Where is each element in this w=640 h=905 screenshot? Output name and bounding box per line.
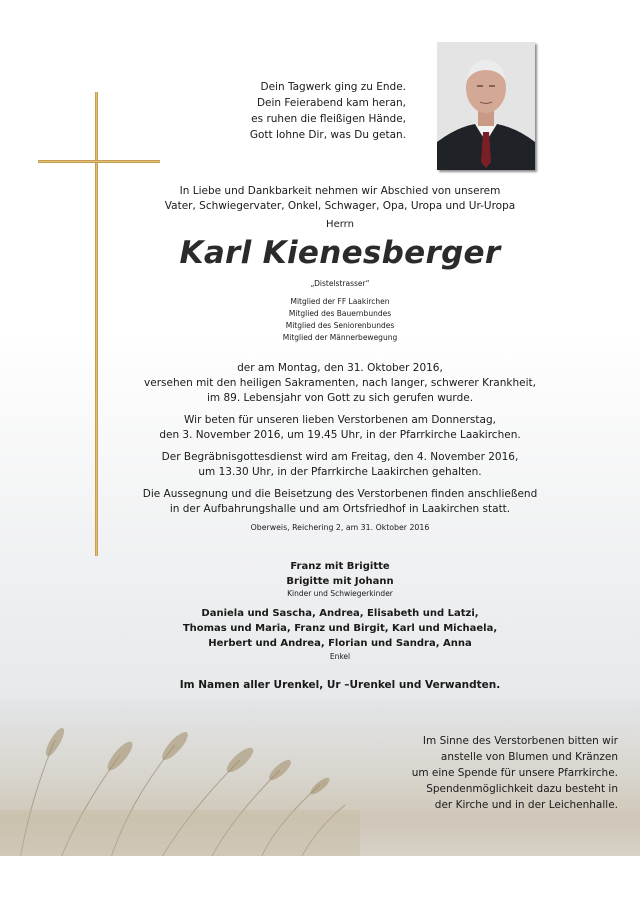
poem-line: Dein Tagwerk ging zu Ende.	[260, 81, 406, 93]
funeral-service-notice	[100, 450, 580, 480]
memorial-poem	[180, 79, 406, 143]
grandchildren-line: Herbert und Andrea, Florian und Sandra, Anna	[208, 638, 472, 649]
intro-line: In Liebe und Dankbarkeit nehmen wir Abschied von unserem	[179, 185, 501, 197]
children-list	[100, 559, 580, 589]
death-notice-line: versehen mit den heiligen Sakramenten, nach langer, schwerer Krankheit,	[144, 377, 536, 389]
death-notice	[100, 361, 580, 406]
nickname: „Distelstrasser“	[310, 279, 370, 288]
donation-line: der Kirche und in der Leichenhalle.	[434, 799, 618, 811]
grandchildren-label: Enkel	[329, 652, 351, 661]
burial-line: in der Aufbahrungshalle und am Ortsfriedhof in Laakirchen statt.	[169, 503, 511, 515]
intro-text	[100, 184, 580, 214]
intro-line: Vater, Schwiegervater, Onkel, Schwager, Opa, Uropa und Ur-Uropa	[164, 200, 516, 212]
membership-item: Mitglied der Männerbewegung	[282, 333, 398, 342]
donation-line: anstelle von Blumen und Kränzen	[440, 751, 618, 763]
closing-line: Im Namen aller Urenkel, Ur –Urenkel und Verwandten.	[179, 679, 501, 691]
grandchildren-line: Daniela und Sascha, Andrea, Elisabeth und Latzi,	[201, 608, 479, 619]
donation-line: Im Sinne des Verstorbenen bitten wir	[422, 735, 618, 747]
membership-item: Mitglied des Seniorenbundes	[285, 321, 395, 330]
death-notice-line: der am Montag, den 31. Oktober 2016,	[237, 362, 443, 374]
burial-notice	[100, 487, 580, 517]
membership-item: Mitglied der FF Laakirchen	[290, 297, 390, 306]
grandchildren-line: Thomas und Maria, Franz und Birgit, Karl und Michaela,	[182, 623, 498, 634]
funeral-service-line: Der Begräbnisgottesdienst wird am Freitag, den 4. November 2016,	[161, 451, 519, 463]
prayer-notice	[100, 413, 580, 443]
donation-line: Spendenmöglichkeit dazu besteht in	[426, 783, 618, 795]
bottom-margin	[0, 856, 640, 905]
salutation: Herrn	[326, 219, 354, 230]
child-entry: Franz mit Brigitte	[290, 561, 390, 572]
child-entry: Brigitte mit Johann	[286, 576, 394, 587]
prayer-line: Wir beten für unseren lieben Verstorbenen am Donnerstag,	[184, 414, 496, 426]
memberships	[100, 296, 580, 344]
cross-horizontal-bar	[38, 160, 160, 163]
burial-line: Die Aussegnung und die Beisetzung des Verstorbenen finden anschließend	[142, 488, 538, 500]
deceased-name: Karl Kienesberger	[179, 235, 501, 271]
death-notice-line: im 89. Lebensjahr von Gott zu sich gerufen wurde.	[206, 392, 474, 404]
funeral-service-line: um 13.30 Uhr, in der Pfarrkirche Laakirchen gehalten.	[198, 466, 482, 478]
donation-request	[360, 733, 618, 813]
deceased-portrait	[437, 42, 535, 170]
prayer-line: den 3. November 2016, um 19.45 Uhr, in der Pfarrkirche Laakirchen.	[159, 429, 521, 441]
poem-line: Dein Feierabend kam heran,	[256, 97, 406, 109]
grandchildren-list	[100, 606, 580, 651]
membership-item: Mitglied des Bauernbundes	[288, 309, 392, 318]
poem-line: Gott lohne Dir, was Du getan.	[249, 129, 406, 141]
children-label: Kinder und Schwiegerkinder	[287, 589, 393, 598]
poem-line: es ruhen die fleißigen Hände,	[251, 113, 406, 125]
place-and-date: Oberweis, Reichering 2, am 31. Oktober 2016	[250, 523, 430, 532]
donation-line: um eine Spende für unsere Pfarrkirche.	[411, 767, 618, 779]
